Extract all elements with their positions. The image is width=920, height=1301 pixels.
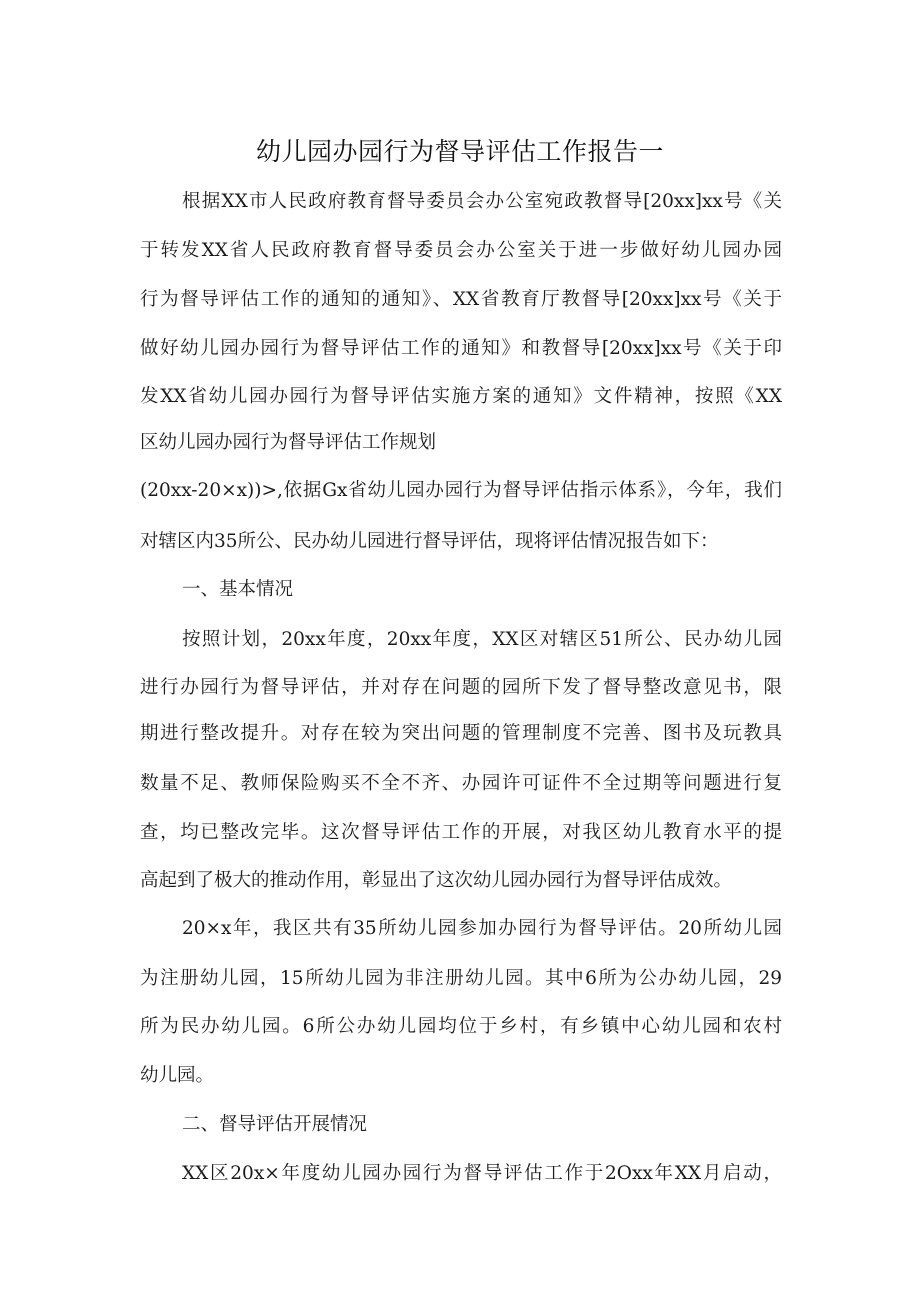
paragraph-line: 区幼儿园办园行为督导评估工作规划 xyxy=(140,432,437,453)
paragraph-line: 于转发XX省人民政府教育督导委员会办公室关于进一步做好幼儿园办园 xyxy=(140,240,782,261)
paragraph-line: 幼儿园。 xyxy=(140,1065,215,1086)
paragraph-line: (20xx-20×x))>,依据Gx省幼儿园办园行为督导评估指示体系》，今年，我们 xyxy=(140,480,782,501)
paragraph-line: 进行办园行为督导评估，并对存在问题的园所下发了督导整改意见书，限 xyxy=(140,677,782,698)
paragraph-line: 发XX省幼儿园办园行为督导评估实施方案的通知》文件精神，按照《XX xyxy=(140,386,782,407)
paragraph-line: 高起到了极大的推动作用，彰显出了这次幼儿园办园行为督导评估成效。 xyxy=(140,870,733,891)
paragraph-line: 数量不足、教师保险购买不全不齐、办园许可证件不全过期等问题进行复 xyxy=(140,773,782,794)
paragraph-line: 行为督导评估工作的通知的通知》、XX省教育厅教督导[20xx]xx号《关于 xyxy=(140,289,782,310)
section-heading: 一、基本情况 xyxy=(182,579,294,600)
paragraph-line: 20×x年，我区共有35所幼儿园参加办园行为督导评估。20所幼儿园 xyxy=(182,918,782,939)
paragraph-line: 根据XX市人民政府教育督导委员会办公室宛政教督导[20xx]xx号《关 xyxy=(182,191,782,212)
paragraph-line: 为注册幼儿园，15所幼儿园为非注册幼儿园。其中6所为公办幼儿园，29 xyxy=(140,968,782,989)
paragraph-line: 期进行整改提升。对存在较为突出问题的管理制度不完善、图书及玩教具 xyxy=(140,723,782,744)
paragraph-line: 所为民办幼儿园。6所公办幼儿园均位于乡村，有乡镇中心幼儿园和农村 xyxy=(140,1016,782,1037)
paragraph-line: 查，均已整改完毕。这次督导评估工作的开展，对我区幼儿教育水平的提 xyxy=(140,822,782,843)
document-title: 幼儿园办园行为督导评估工作报告一 xyxy=(255,137,664,166)
paragraph-line: XX区20x×年度幼儿园办园行为督导评估工作于2Oxx年XX月启动， xyxy=(182,1163,782,1184)
paragraph-line: 按照计划，20xx年度，20xx年度，XX区对辖区51所公、民办幼儿园 xyxy=(182,629,782,650)
paragraph-line: 做好幼儿园办园行为督导评估工作的通知》和教督导[20xx]xx号《关于印 xyxy=(140,338,782,359)
paragraph-line: 对辖区内35所公、民办幼儿园进行督导评估，现将评估情况报告如下： xyxy=(140,531,719,552)
section-heading: 二、督导评估开展情况 xyxy=(182,1114,368,1135)
